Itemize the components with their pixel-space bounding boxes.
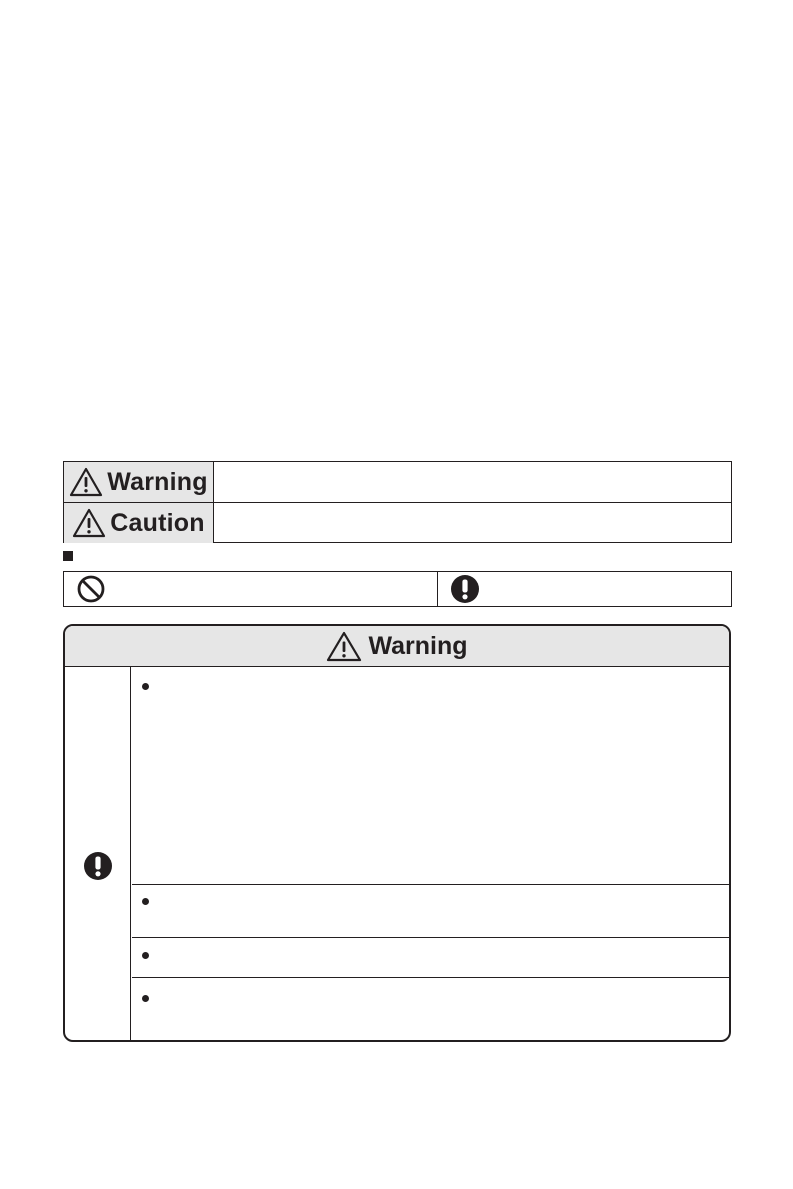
- warning-triangle-icon: [326, 631, 362, 662]
- bullet-icon: [142, 683, 149, 690]
- mandatory-action-icon: [83, 851, 113, 881]
- bullet-icon: [142, 952, 149, 959]
- symbol-legend-heading: [63, 549, 79, 563]
- warning-icon-column: [65, 667, 131, 1040]
- signal-label-warning: [64, 462, 214, 502]
- legend-prohibition: [64, 572, 438, 606]
- warning-item: [132, 938, 729, 978]
- warning-item: [132, 885, 729, 938]
- bullet-icon: [142, 898, 149, 905]
- legend-mandatory: [438, 572, 731, 606]
- prohibition-icon: [76, 574, 106, 604]
- signal-row-caution: [64, 503, 731, 543]
- warning-item: [132, 667, 729, 885]
- symbol-legend-table: [63, 571, 732, 607]
- bullet-icon: [142, 995, 149, 1002]
- signal-description-caution: [224, 503, 723, 543]
- warning-item: [132, 978, 729, 1040]
- warning-box: [63, 624, 731, 1042]
- warning-box-title: Warning: [368, 631, 468, 660]
- signal-word-warning: Warning: [107, 467, 208, 496]
- signal-description-warning: [224, 462, 723, 502]
- warning-triangle-icon: [69, 467, 103, 497]
- signal-label-caution: [64, 503, 214, 543]
- warning-triangle-icon: [72, 508, 106, 538]
- signal-word-caution: Caution: [110, 508, 205, 537]
- warning-box-header: [65, 626, 729, 667]
- signal-word-table: [63, 461, 732, 543]
- signal-row-warning: [64, 462, 731, 503]
- mandatory-action-icon: [450, 574, 480, 604]
- square-bullet-icon: [63, 551, 73, 561]
